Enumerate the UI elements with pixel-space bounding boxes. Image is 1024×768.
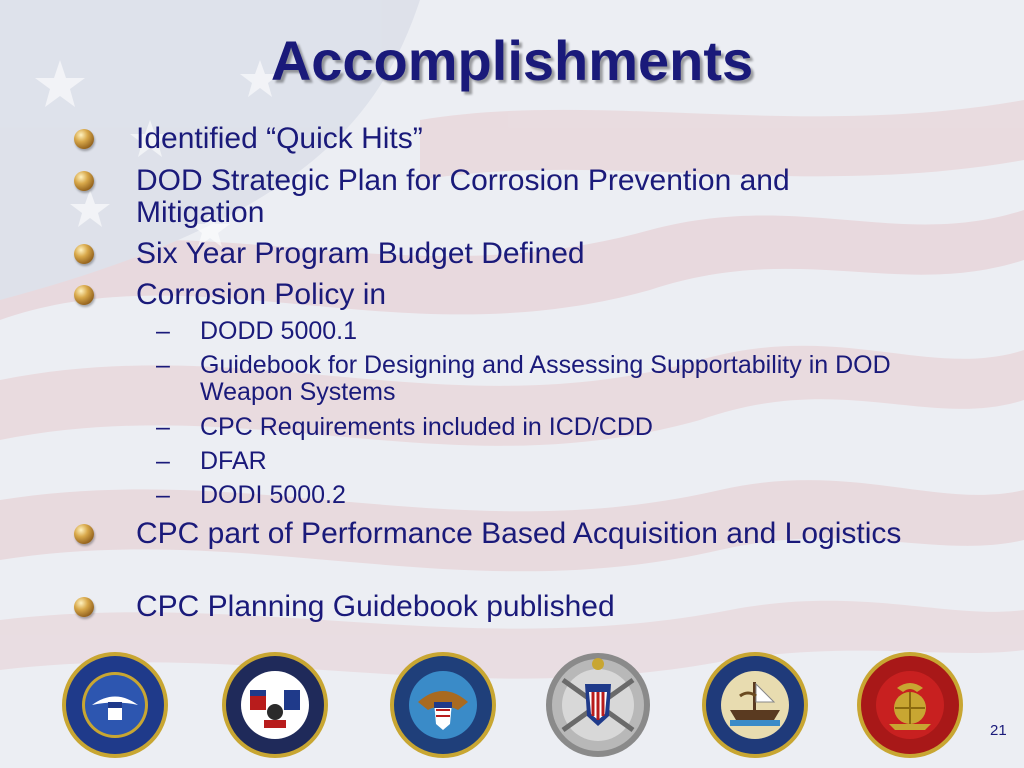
sub-bullet-item: [156, 481, 940, 509]
bullet-text: DOD Strategic Plan for Corrosion Prevention and Mitigation: [136, 164, 790, 229]
bullet-ball-icon: [74, 285, 94, 305]
bullet-text: Corrosion Policy in: [136, 278, 387, 311]
bullet-text: CPC Planning Guidebook published: [136, 590, 615, 623]
sub-bullet-marker: –: [156, 413, 170, 441]
bullet-ball-icon: [74, 171, 94, 191]
bullet-text: Six Year Program Budget Defined: [136, 237, 585, 270]
bullet-item: [136, 238, 906, 270]
sub-bullet-text: Guidebook for Designing and Assessing Supportability in DOD Weapon Systems: [200, 351, 891, 406]
sub-bullet-marker: –: [156, 317, 170, 345]
sub-bullet-text: CPC Requirements included in ICD/CDD: [200, 413, 653, 441]
bullet-item: [136, 165, 906, 229]
sub-bullet-text: DODI 5000.2: [200, 481, 346, 509]
bullet-ball-icon: [74, 597, 94, 617]
sub-bullet-item: [156, 447, 940, 475]
bullet-ball-icon: [74, 524, 94, 544]
bullet-text: CPC part of Performance Based Acquisition and Logistics: [136, 517, 902, 550]
navy-seal-icon: [700, 650, 810, 760]
page-number: 21: [990, 722, 1007, 739]
sub-bullet-item: [156, 317, 940, 345]
marine-corps-seal-icon: [855, 650, 965, 760]
sub-bullet-text: DFAR: [200, 447, 267, 475]
slide-title: Accomplishments: [270, 29, 754, 92]
bullet-text: Identified “Quick Hits”: [136, 122, 423, 155]
sub-bullet-marker: –: [156, 481, 170, 509]
bullet-ball-icon: [74, 244, 94, 264]
air-force-seal-icon: [60, 650, 170, 760]
sub-bullet-text: DODD 5000.1: [200, 317, 358, 345]
sub-bullet-item: [156, 351, 940, 406]
bullet-item: [136, 123, 906, 155]
defense-seal-icon: [388, 650, 498, 760]
bullet-item: [136, 518, 906, 550]
bullet-item: [136, 591, 906, 623]
bullet-item: [136, 279, 906, 311]
sub-bullet-marker: –: [156, 351, 170, 379]
seal-row: [0, 650, 1024, 762]
joint-chiefs-seal-icon: [543, 650, 653, 760]
sub-bullet-item: [156, 413, 940, 441]
sub-bullet-marker: –: [156, 447, 170, 475]
army-seal-icon: [220, 650, 330, 760]
bullet-ball-icon: [74, 129, 94, 149]
